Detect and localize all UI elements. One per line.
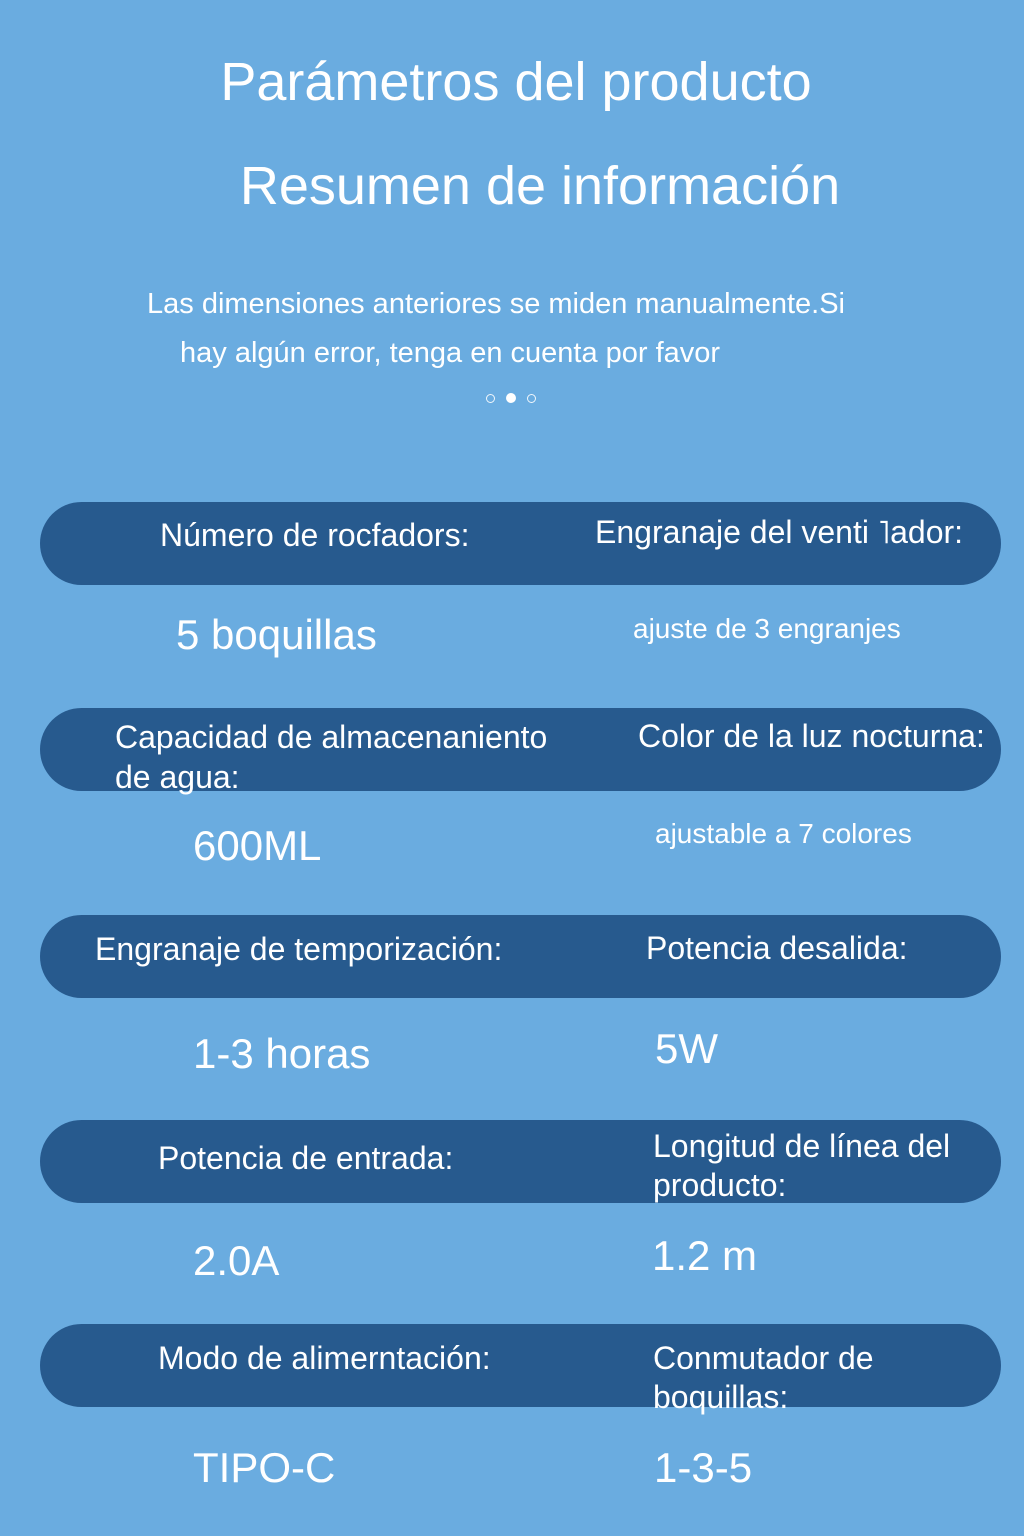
spec-value: 5W xyxy=(655,1025,718,1072)
spec-value: 1.2 m xyxy=(652,1232,758,1279)
spec-label: Número de rocfadors: xyxy=(160,517,470,553)
spec-label: Potencia desalida: xyxy=(646,930,908,966)
page-subtitle: Resumen de información xyxy=(239,156,841,216)
spec-value: 1-3 horas xyxy=(193,1030,371,1077)
carousel-indicator xyxy=(486,393,536,403)
spec-label: producto: xyxy=(653,1167,787,1203)
measurement-note-line-1: Las dimensiones anteriores se miden manualmente.Si xyxy=(147,288,845,320)
spec-value: ajuste de 3 engranjes xyxy=(633,613,901,644)
spec-label: Potencia de entrada: xyxy=(158,1140,454,1176)
spec-label: Modo de alimerntación: xyxy=(158,1340,491,1376)
spec-label: Conmutador de xyxy=(653,1340,874,1376)
spec-value: TIPO-C xyxy=(193,1444,336,1491)
spec-label: Capacidad de almacenaniento xyxy=(115,719,548,755)
spec-label: Engranaje de temporización: xyxy=(95,931,503,967)
carousel-dot-active[interactable] xyxy=(506,393,516,403)
spec-value: 5 boquillas xyxy=(176,611,377,658)
carousel-dot[interactable] xyxy=(486,394,495,403)
spec-value: 600ML xyxy=(193,822,322,869)
spec-value: 1-3-5 xyxy=(654,1444,753,1491)
spec-label: Longitud de línea del xyxy=(653,1128,951,1164)
spec-label: boquillas: xyxy=(653,1379,789,1415)
measurement-note-line-2: hay algún error, tenga en cuenta por favor xyxy=(180,337,721,369)
spec-label: Engranaje del venti ˥ador: xyxy=(595,514,964,550)
spec-value: ajustable a 7 colores xyxy=(655,818,912,849)
page-title: Parámetros del producto xyxy=(220,52,812,112)
spec-value: 2.0A xyxy=(193,1237,280,1284)
carousel-dot[interactable] xyxy=(527,394,536,403)
spec-label: Color de la luz nocturna: xyxy=(638,718,985,754)
spec-label: de agua: xyxy=(115,759,240,795)
